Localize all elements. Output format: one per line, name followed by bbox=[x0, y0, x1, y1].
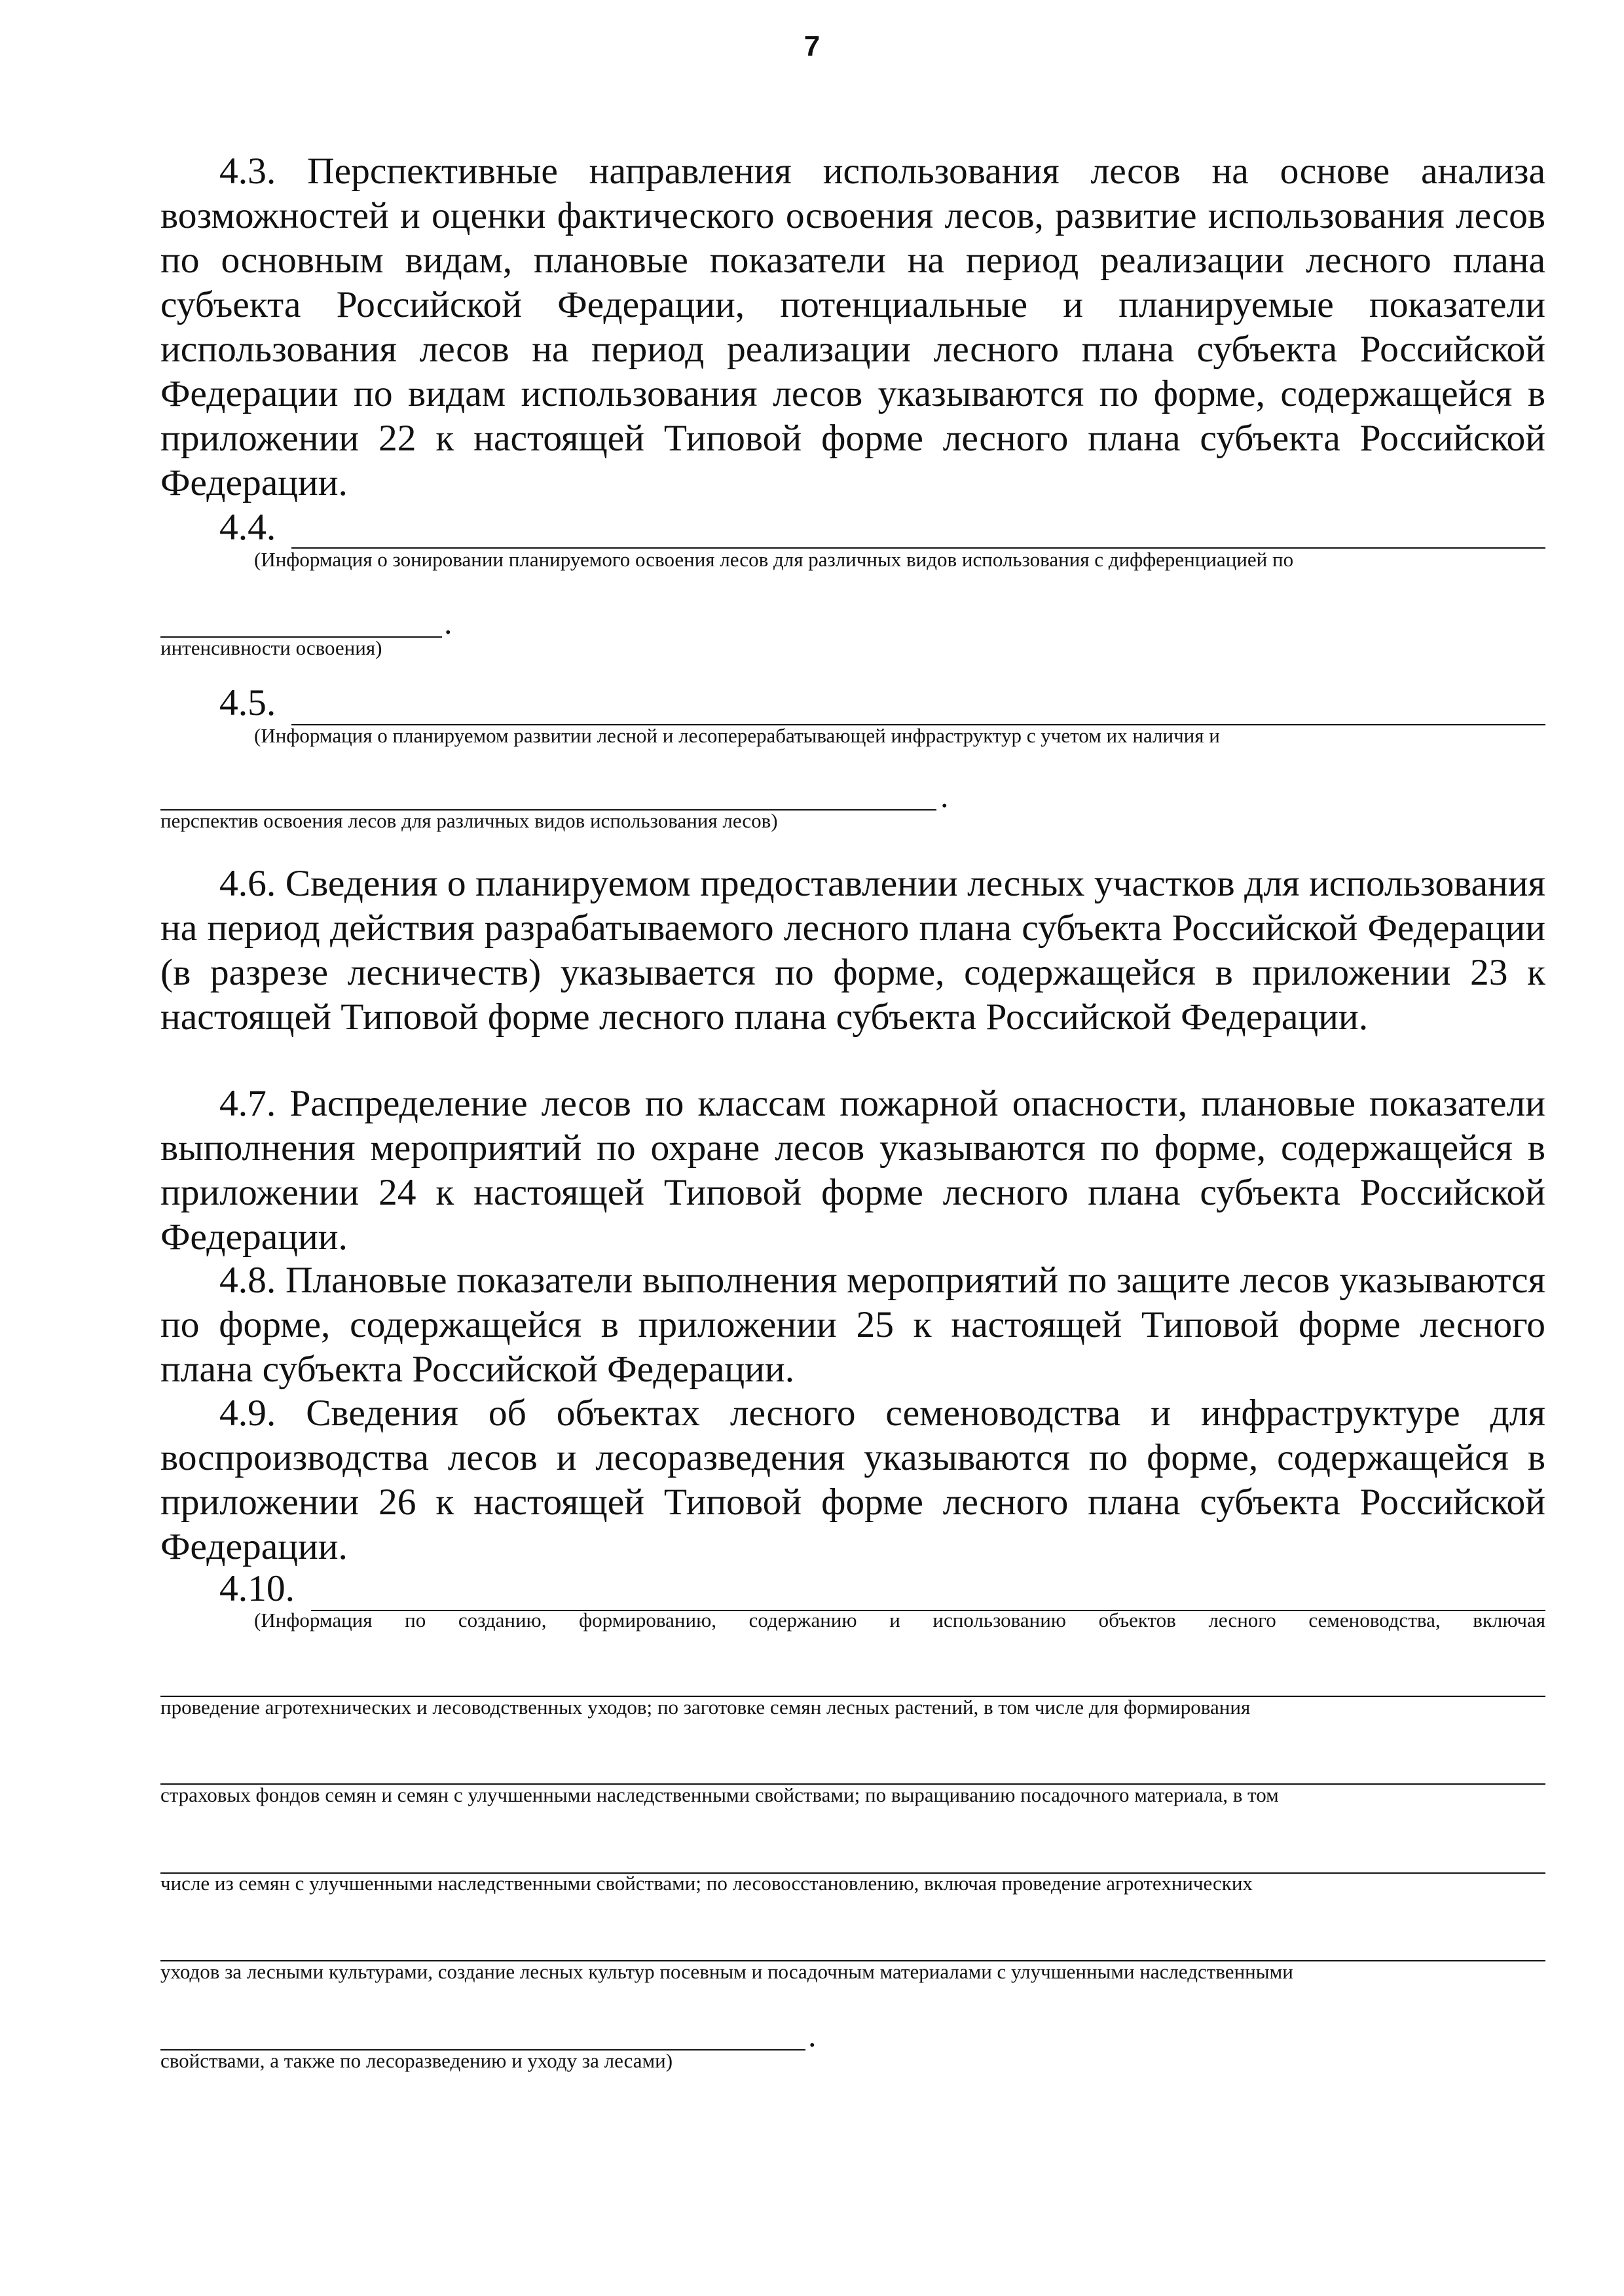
field-4-10-number: 4.10. bbox=[219, 1568, 295, 1609]
field-4-10-hint-5: уходов за лесными культурами, создание лесных культур посевным и посадочным материалами с улучшенными наследственными bbox=[160, 1960, 1293, 1983]
field-4-5-hint-1: (Информация о планируемом развитии лесной и лесоперерабатывающей инфраструктур с учетом их наличия и bbox=[254, 724, 1220, 747]
field-4-4-end-dot: . bbox=[444, 604, 452, 641]
paragraph-4-6: 4.6. Сведения о планируемом предоставлении лесных участков для использования на период действия разрабатываемого лесного плана субъекта Российской Федерации (в разрезе лесничеств) указывается по форме, содержащейся в приложении 23 к настоящей Типовой форме лесного плана субъекта Российской Федерации. bbox=[160, 863, 1545, 1038]
paragraph-4-8: 4.8. Плановые показатели выполнения мероприятий по защите лесов указываются по форме, содержащейся в приложении 25 к настоящей Типовой форме лесного плана субъекта Российской Федерации. bbox=[160, 1260, 1545, 1390]
field-4-10-hint-6: свойствами, а также по лесоразведению и уходу за лесами) bbox=[160, 2049, 673, 2072]
field-4-4-number: 4.4. bbox=[219, 507, 276, 548]
field-4-5-hint-2: перспектив освоения лесов для различных видов использования лесов) bbox=[160, 809, 778, 832]
field-4-10-end-dot: . bbox=[808, 2017, 817, 2054]
field-4-10-hint-1: (Информация по созданию, формированию, содержанию и использованию объектов лесного семеноводства, включая bbox=[254, 1609, 1545, 1631]
paragraph-4-3: 4.3. Перспективные направления использования лесов на основе анализа возможностей и оценки фактического освоения лесов, развитие использования лесов по основным видам, плановые показатели на период реализации лесного плана субъекта Российской Федерации, потенциальные и планируемые показатели использования лесов на период реализации лесного плана субъекта Российской Федерации по видам использования лесов указываются по форме, содержащейся в приложении 22 к настоящей Типовой форме лесного плана субъекта Российской Федерации. bbox=[160, 151, 1545, 503]
field-4-10-hint-3: страховых фондов семян и семян с улучшенными наследственными свойствами; по выращиванию посадочного материала, в том bbox=[160, 1783, 1279, 1806]
paragraph-4-7: 4.7. Распределение лесов по классам пожарной опасности, плановые показатели выполнения мероприятий по охране лесов указываются по форме, содержащейся в приложении 24 к настоящей Типовой форме лесного плана субъекта Российской Федерации. bbox=[160, 1083, 1545, 1258]
page-number: 7 bbox=[803, 30, 821, 62]
field-4-4-hint-2: интенсивности освоения) bbox=[160, 636, 382, 659]
field-4-10-hint-4: числе из семян с улучшенными наследственными свойствами; по лесовосстановлению, включая проведение агротехнических bbox=[160, 1872, 1253, 1895]
field-4-5-end-dot: . bbox=[940, 778, 949, 814]
field-4-5-number: 4.5. bbox=[219, 682, 276, 723]
field-4-4-hint-1: (Информация о зонировании планируемого освоения лесов для различных видов использования с дифференциацией по bbox=[254, 548, 1294, 571]
paragraph-4-9: 4.9. Сведения об объектах лесного семеноводства и инфраструктуре для воспроизводства лесов и лесоразведения указываются по форме, содержащейся в приложении 26 к настоящей Типовой форме лесного плана субъекта Российской Федерации. bbox=[160, 1393, 1545, 1567]
field-4-10-hint-2: проведение агротехнических и лесоводственных уходов; по заготовке семян лесных растений, в том числе для формирования bbox=[160, 1696, 1251, 1719]
